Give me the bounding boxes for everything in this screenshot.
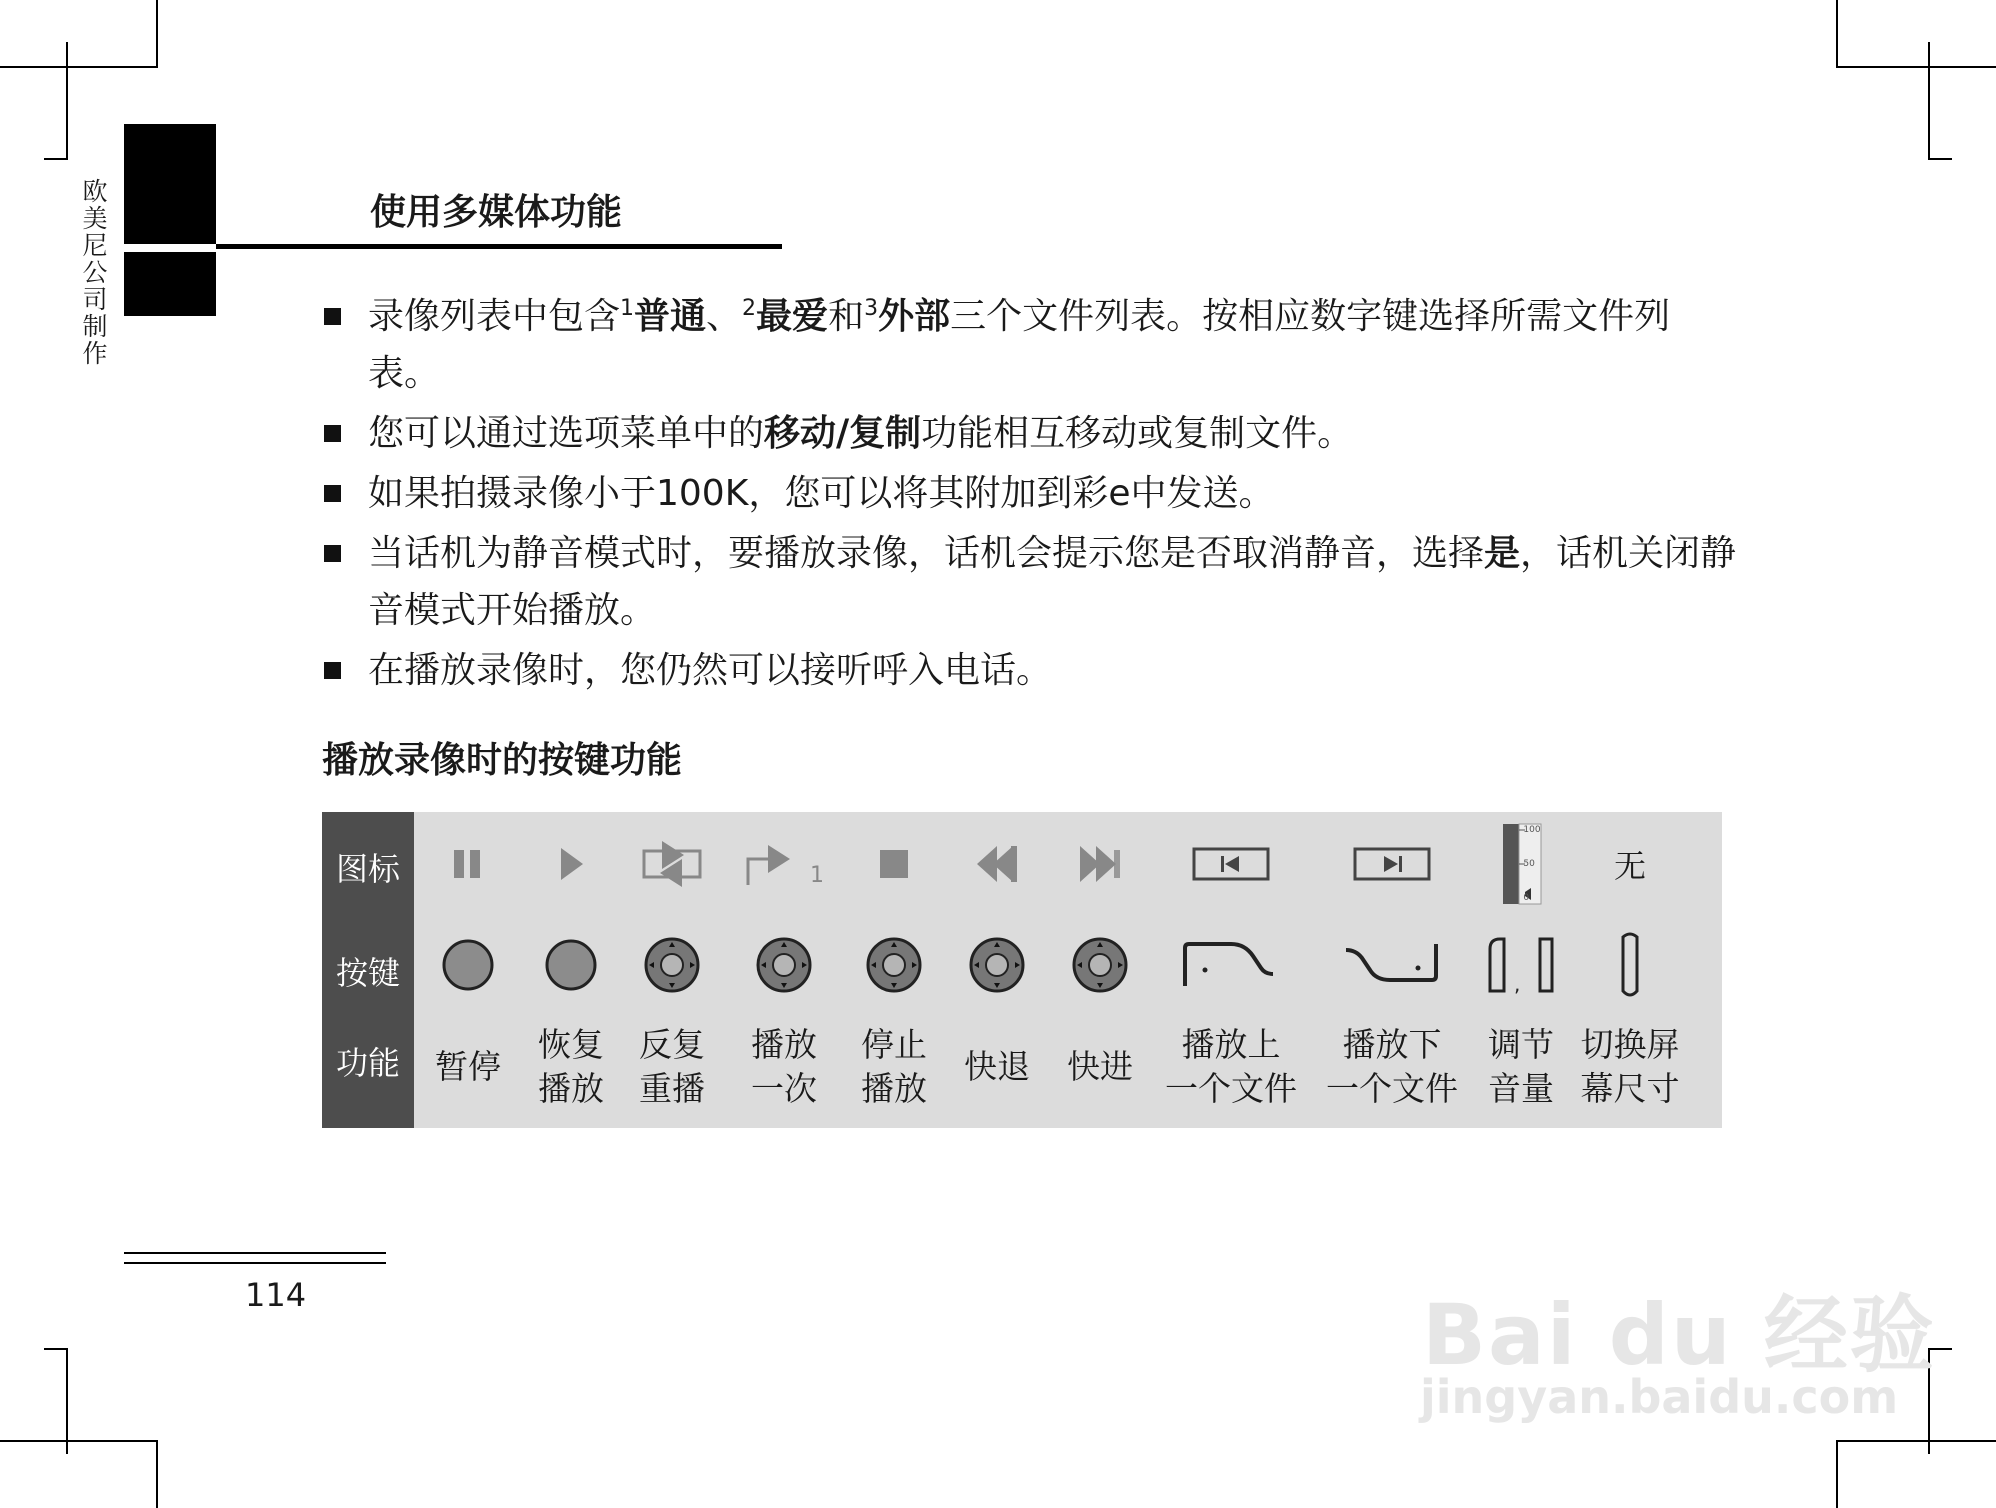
function-label: 播放 一次 [751,1025,817,1108]
crop-mark [1836,0,1838,68]
table-column [724,812,844,1128]
table-column [1472,812,1570,1128]
function-cell [724,1012,844,1122]
superscript-number: 1 [620,296,635,321]
volume-scale-label: 100 [1523,825,1541,835]
function-cell [1472,1012,1570,1122]
function-label: 停止 播放 [861,1025,927,1108]
table-header-column [322,812,414,1128]
bullet-list [320,288,1740,702]
nav-key-icon [1050,930,1150,1000]
icon-suffix: 1 [810,863,824,888]
crop-mark [44,158,68,160]
bullet-square-icon [324,662,341,679]
side-key-icon [1570,930,1690,1000]
bullet-square-icon [324,485,341,502]
left-soft-key-icon [1150,930,1312,1000]
crop-mark [1836,1440,1838,1508]
table-column [1050,812,1150,1128]
table-column [1312,812,1472,1128]
function-cell [1150,1012,1312,1122]
function-label: 快进 [1067,1047,1133,1086]
table-column [1570,812,1690,1128]
previous-file-icon [1150,834,1312,894]
table-column [844,812,944,1128]
key-function-table [322,812,1722,1128]
bullet-text: 三个文件列表。按相应数字键选择所需文件列表。 [368,296,1671,394]
function-cell [620,1012,724,1122]
bold-term: 是 [1484,532,1521,574]
crop-mark [66,1348,68,1454]
function-label: 快退 [964,1047,1030,1086]
bullet-text: 当话机为静音模式时，要播放录像，话机会提示您是否取消静音，选择 [368,533,1485,574]
fast-forward-icon [1050,834,1150,894]
crop-mark [156,1440,158,1508]
right-soft-key-icon [1312,930,1472,1000]
crop-mark [0,1440,158,1442]
row-label-function: 功能 [335,1044,400,1082]
nav-key-icon [724,930,844,1000]
function-cell [522,1012,620,1122]
bold-term: 外部 [878,295,951,337]
function-label: 切换屏 幕尺寸 [1580,1025,1680,1108]
side-volume-keys-icon [1472,930,1570,1000]
table-column [620,812,724,1128]
watermark-url: jingyan.baidu.com [1420,1370,1899,1424]
round-key-icon [522,930,620,1000]
play-icon [522,834,620,894]
bullet-square-icon [324,425,341,442]
crop-mark [1836,1440,1996,1442]
crop-mark [1836,66,1996,68]
function-label: 恢复 播放 [538,1025,604,1108]
superscript-number: 3 [864,296,879,321]
function-label: 反复 重播 [639,1025,705,1108]
bullet-square-icon [324,308,341,325]
pause-icon [414,834,522,894]
bold-term: 普通 [634,295,707,337]
bullet-text: 、 [706,296,743,337]
crop-mark [156,0,158,68]
bullet-text: ，话机关闭静音模式开始播放。 [368,533,1737,631]
rewind-icon [944,834,1050,894]
next-file-icon [1312,834,1472,894]
nav-key-icon [620,930,724,1000]
chapter-tab [124,252,216,316]
crop-mark [44,1348,68,1350]
function-cell [414,1012,522,1122]
footer-rule [124,1262,386,1264]
bullet-item [320,288,1740,402]
function-cell [944,1012,1050,1122]
volume-scale-label: 0 [1523,893,1530,903]
row-label-key: 按键 [335,954,400,992]
bullet-item [320,405,1740,462]
table-column [414,812,522,1128]
table-heading: 播放录像时的按键功能 [322,740,683,781]
chapter-tab [124,124,216,244]
bullet-square-icon [324,545,341,562]
bullet-item [320,642,1740,699]
function-cell [1312,1012,1472,1122]
section-title: 使用多媒体功能 [370,192,623,233]
play-once-icon [724,834,844,894]
row-label-icon: 图标 [335,850,400,888]
footer-rule [124,1252,386,1254]
function-label: 调节 音量 [1488,1025,1554,1108]
volume-scale-label: 50 [1523,859,1535,869]
superscript-number: 2 [742,296,757,321]
round-key-icon [414,930,522,1000]
crop-mark [1928,158,1952,160]
table-column [1150,812,1312,1128]
page-number: 114 [245,1276,307,1314]
bold-term: 移动/复制 [764,412,922,454]
no-icon-text: 无 [1613,847,1646,885]
table-column [944,812,1050,1128]
bullet-item [320,465,1740,522]
crop-mark [1928,42,1930,160]
function-cell [1050,1012,1150,1122]
bullet-text: 您可以通过选项菜单中的 [368,413,765,454]
bullet-text: 功能相互移动或复制文件。 [921,413,1354,454]
repeat-icon [620,834,724,894]
bullet-text: 如果拍摄录像小于100K，您可以将其附加到彩e中发送。 [368,473,1275,514]
crop-mark [0,66,158,68]
crop-mark [66,42,68,160]
nav-key-icon [844,930,944,1000]
function-label: 播放上 一个文件 [1165,1025,1297,1108]
function-label: 播放下 一个文件 [1326,1025,1458,1108]
watermark-brand: Bai du 经验 [1422,1286,1936,1384]
header-rule [216,244,782,249]
side-label: 欧美尼公司制作 [79,178,108,367]
bullet-text: 在播放录像时，您仍然可以接听呼入电话。 [368,650,1053,691]
function-label: 暂停 [435,1047,501,1086]
bullet-text: 和 [828,296,865,337]
nav-key-icon [944,930,1050,1000]
table-column [522,812,620,1128]
icon-cell [1570,834,1690,894]
function-cell [1570,1012,1690,1122]
bullet-text: 录像列表中包含 [368,296,621,337]
svg-text:,: , [1514,972,1521,995]
function-cell [844,1012,944,1122]
volume-bar-icon [1472,825,1570,903]
bold-term: 最爱 [756,295,829,337]
bullet-item [320,525,1740,639]
stop-icon [844,834,944,894]
